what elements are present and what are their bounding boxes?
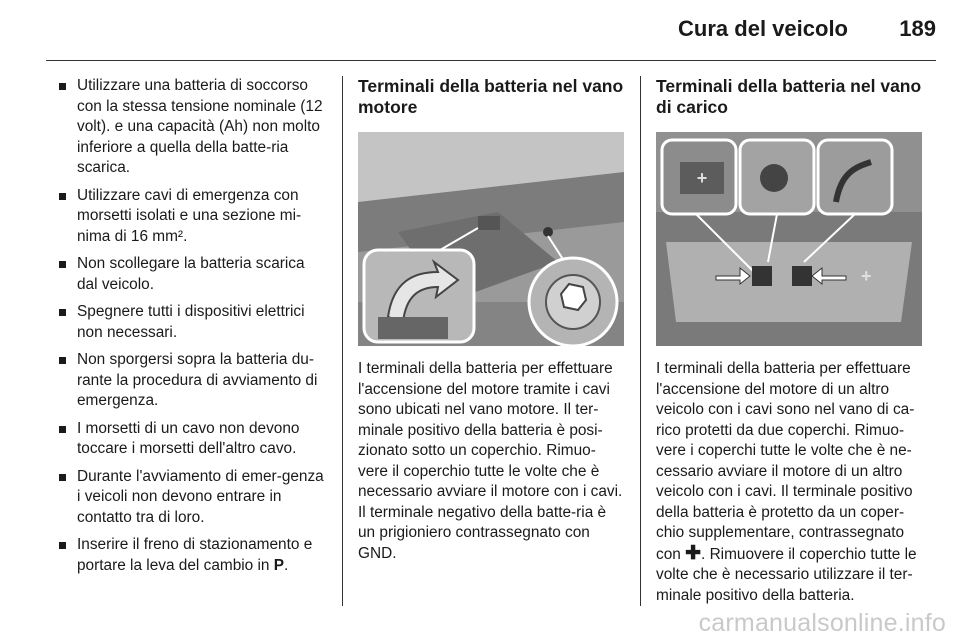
bullet-item: Spegnere tutti i dispositivi elettrici non necessari. bbox=[56, 302, 328, 343]
cargo-area-heading: Terminali della batteria nel vano di carico bbox=[656, 76, 922, 117]
column-divider-1 bbox=[342, 76, 343, 606]
right-column bbox=[656, 76, 922, 606]
bullet-square-icon bbox=[59, 309, 66, 316]
page-header bbox=[0, 0, 960, 62]
watermark: carmanualsonline.info bbox=[698, 609, 946, 637]
column-divider-2 bbox=[640, 76, 641, 606]
bullet-square-icon bbox=[59, 357, 66, 364]
bullet-item: I morsetti di un cavo non devono toccare i morsetti dell'altro cavo. bbox=[56, 419, 328, 460]
bullet-item: Inserire il freno di stazionamento e portare la leva del cambio in P. bbox=[56, 535, 328, 576]
bullet-square-icon bbox=[59, 426, 66, 433]
svg-text:+: + bbox=[861, 266, 872, 286]
bullet-item: Utilizzare cavi di emergenza con morsetti isolati e una sezione mi-nima di 16 mm². bbox=[56, 186, 328, 248]
bullet-square-icon bbox=[59, 193, 66, 200]
bullet-item: Durante l'avviamento di emer-genza i veicoli non devono entrare in contatto tra di loro. bbox=[56, 467, 328, 529]
plus-icon: ✚ bbox=[685, 542, 702, 564]
engine-bay-photo bbox=[358, 132, 624, 346]
bullet-square-icon bbox=[59, 83, 66, 90]
engine-bay-text: I terminali della batteria per effettuare l'accensione del motore tramite i cavi sono ubicati nel vano motore. Il ter-minale positivo della batteria è posi-zionato sotto un coperchio. Rimuo-vere il coperchio tutte le volte che è necessario avviare il motore con i cavi. Il terminale negativo della batte-ria è un prigioniero contrassegnato con GND. bbox=[358, 360, 623, 562]
bullet-square-icon bbox=[59, 474, 66, 481]
svg-text:+: + bbox=[696, 168, 708, 188]
jump-start-bullet-list bbox=[56, 76, 328, 576]
bullet-square-icon bbox=[59, 542, 66, 549]
bullet-square-icon bbox=[59, 261, 66, 268]
cargo-area-text: I terminali della batteria per effettuare l'accensione del motore di un altro veicolo con i cavi sono nel vano di ca-rico protetti da due coperchi. Rimuo-vere i coperchi tutte le volte che è ne-cessario avviare il motore di un altro veicolo con i cavi. Il terminale positivo della batteria è protetto da un coper-chio supplementare, contrassegnato con ✚. Rimuovere il coperchio tutte le volte che è necessario utilizzare il ter-minale positivo della batteria. bbox=[656, 360, 917, 604]
section-title: Cura del veicolo bbox=[678, 16, 848, 41]
bullet-item: Utilizzare una batteria di soccorso con la stessa tensione nominale (12 volt). e una capacità (Ah) non molto inferiore a quella della batte-ria scarica. bbox=[56, 76, 328, 179]
page-number: 189 bbox=[899, 16, 936, 41]
cargo-area-photo bbox=[656, 132, 922, 346]
engine-bay-heading: Terminali della batteria nel vano motore bbox=[358, 76, 624, 117]
left-column bbox=[56, 76, 328, 583]
middle-column bbox=[358, 76, 624, 564]
bullet-item: Non sporgersi sopra la batteria du-rante la procedura di avviamento di emergenza. bbox=[56, 350, 328, 412]
header-rule bbox=[46, 60, 936, 61]
bullet-item: Non scollegare la batteria scarica dal veicolo. bbox=[56, 254, 328, 295]
